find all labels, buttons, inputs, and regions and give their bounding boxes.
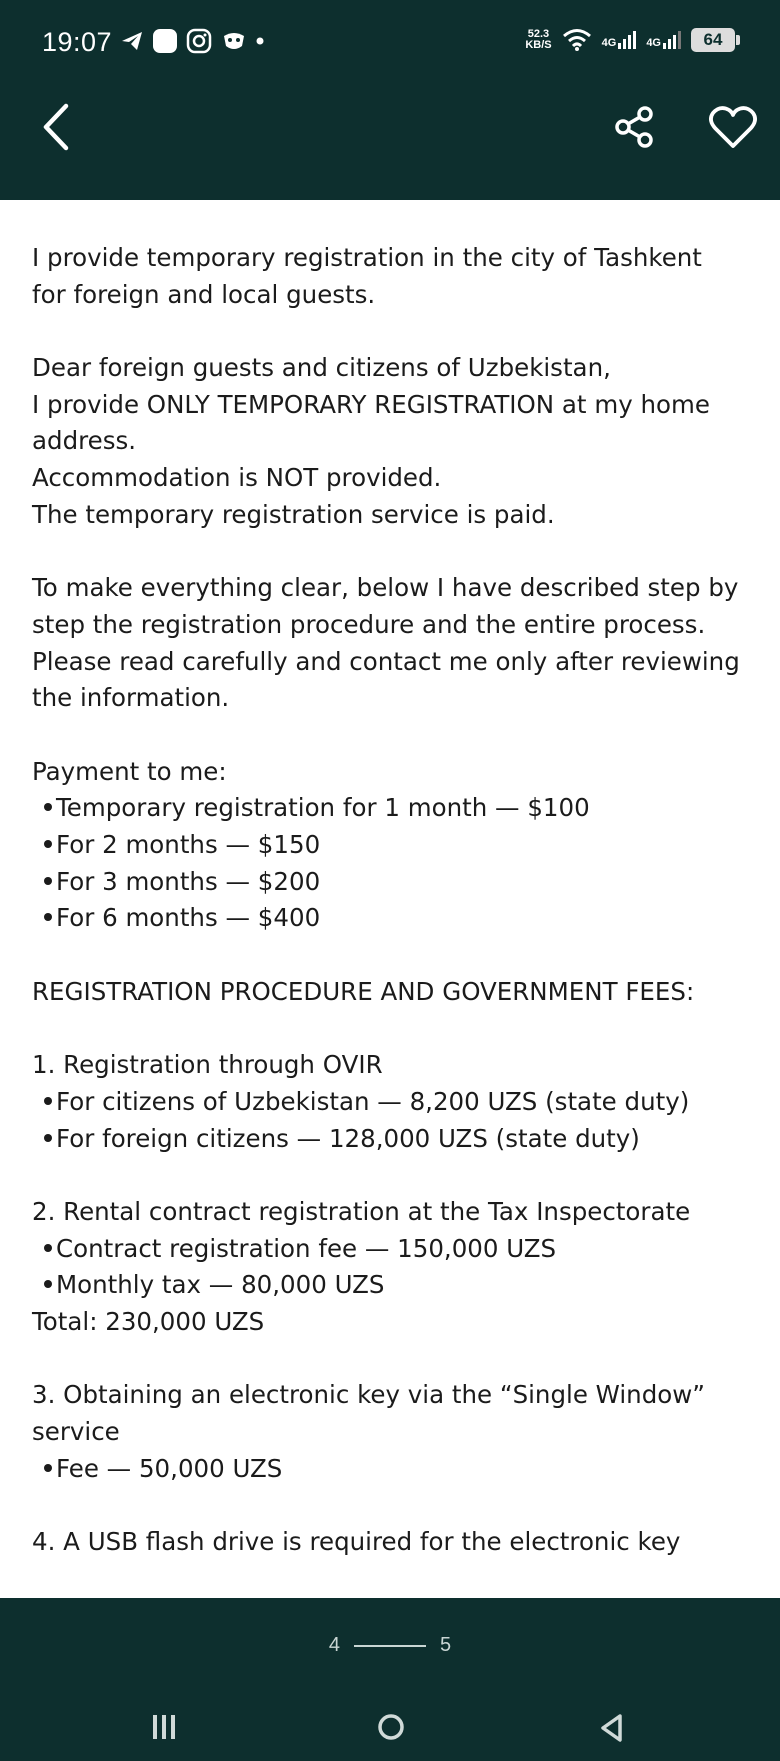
instagram-icon [186, 28, 212, 54]
text-line: Accommodation is NOT provided. [32, 463, 442, 493]
bullet-text: For 6 months — $400 [56, 903, 321, 933]
signal-1 [602, 31, 637, 49]
bullet-dot-icon [44, 1464, 52, 1472]
heart-icon [708, 104, 758, 150]
share-icon [612, 104, 658, 150]
page-prev[interactable]: 4 [328, 1634, 340, 1656]
network-speed-unit: KB/S [525, 39, 552, 51]
recent-apps-icon [150, 1712, 178, 1742]
text-line: for foreign and local guests. [32, 279, 376, 309]
network-speed-value: 52.3 [527, 28, 550, 40]
blank-line [32, 937, 752, 974]
bottom-bar [0, 1598, 780, 1761]
bullet-text: For 3 months — $200 [56, 866, 321, 896]
text-line: 3. Obtaining an electronic key via the “Single Window” [32, 1380, 705, 1410]
battery-indicator [691, 28, 740, 52]
blank-line [32, 1010, 752, 1047]
text-line: The temporary registration service is paid. [32, 499, 555, 529]
status-bar [0, 0, 780, 86]
system-navigation-bar [0, 1708, 780, 1748]
text-line: REGISTRATION PROCEDURE AND GOVERNMENT FEES: [32, 976, 695, 1006]
bullet-item [32, 790, 752, 827]
telegram-icon [120, 30, 144, 52]
bullet-item [32, 864, 752, 901]
bullet-dot-icon [44, 1244, 52, 1252]
blank-line [32, 1157, 752, 1194]
bullet-dot-icon [44, 1134, 52, 1142]
signal-2 [646, 31, 681, 49]
favorite-button[interactable] [708, 104, 758, 150]
signal-1-label: 4G [601, 37, 617, 49]
text-line: Please read carefully and contact me only after reviewing [32, 646, 740, 676]
battery-tip [736, 35, 740, 45]
system-back-button[interactable] [598, 1712, 626, 1744]
bullet-text: Fee — 50,000 UZS [56, 1453, 283, 1483]
text-line: I provide temporary registration in the city of Tashkent [32, 243, 702, 272]
text-line: 4. A USB flash drive is required for the electronic key [32, 1527, 681, 1557]
text-line: the information. [32, 683, 230, 713]
bullet-dot-icon [44, 840, 52, 848]
system-status-icons [525, 22, 740, 58]
blank-line [32, 313, 752, 350]
bullet-item [32, 1121, 752, 1158]
bullet-text: Contract registration fee — 150,000 UZS [56, 1233, 557, 1263]
text-line: 2. Rental contract registration at the Tax Inspectorate [32, 1196, 691, 1226]
blank-line [32, 717, 752, 754]
network-speed [525, 29, 551, 51]
app-notification-icon [152, 28, 178, 54]
description-text [32, 240, 752, 1561]
bullet-dot-icon [44, 877, 52, 885]
text-line: address. [32, 426, 137, 456]
home-circle-icon [376, 1712, 406, 1742]
share-button[interactable] [612, 104, 658, 150]
signal-2-label: 4G [646, 37, 661, 49]
back-button[interactable] [38, 102, 78, 152]
battery-level: 64 [691, 28, 735, 52]
bullet-dot-icon [44, 803, 52, 811]
signal-bars-icon [663, 31, 681, 49]
wifi-icon [562, 28, 592, 52]
text-line: 1. Registration through OVIR [32, 1050, 383, 1080]
bullet-item [32, 827, 752, 864]
page-indicator [0, 1634, 780, 1657]
bullet-item [32, 1231, 752, 1268]
bullet-item [32, 1451, 752, 1488]
status-time: 19:07 [42, 27, 113, 57]
blank-line [32, 1487, 752, 1524]
more-notifications-dot-icon [256, 37, 264, 45]
listing-description [0, 200, 780, 1598]
text-line: Payment to me: [32, 756, 227, 786]
text-line: I provide ONLY TEMPORARY REGISTRATION at my home [32, 389, 710, 419]
recent-apps-button[interactable] [150, 1712, 178, 1742]
bullet-item [32, 900, 752, 937]
bullet-text: For 2 months — $150 [56, 830, 321, 859]
text-line: Dear foreign guests and citizens of Uzbekistan, [32, 353, 611, 383]
bullet-dot-icon [44, 1097, 52, 1105]
bullet-item [32, 1084, 752, 1121]
text-line: service [32, 1417, 120, 1446]
bullet-text: For foreign citizens — 128,000 UZS (state duty) [56, 1123, 640, 1153]
text-line: step the registration procedure and the entire process. [32, 609, 706, 639]
game-notification-icon [220, 28, 248, 54]
text-line: To make everything clear, below I have described step by [32, 573, 739, 603]
app-header [0, 0, 780, 200]
text-line: Total: 230,000 UZS [32, 1306, 265, 1336]
bullet-dot-icon [44, 913, 52, 921]
blank-line [32, 1341, 752, 1378]
home-button[interactable] [376, 1712, 406, 1742]
page-separator [354, 1645, 426, 1647]
notification-icons [120, 26, 264, 56]
bullet-text: Temporary registration for 1 month — $100 [56, 793, 590, 823]
bullet-dot-icon [44, 1280, 52, 1288]
signal-bars-icon [618, 31, 636, 49]
blank-line [32, 534, 752, 571]
bullet-text: Monthly tax — 80,000 UZS [56, 1270, 385, 1300]
bullet-text: For citizens of Uzbekistan — 8,200 UZS (state duty) [56, 1086, 690, 1116]
bullet-item [32, 1267, 752, 1304]
back-triangle-icon [598, 1712, 626, 1744]
chevron-left-icon [38, 102, 78, 152]
page-next[interactable]: 5 [440, 1634, 452, 1656]
